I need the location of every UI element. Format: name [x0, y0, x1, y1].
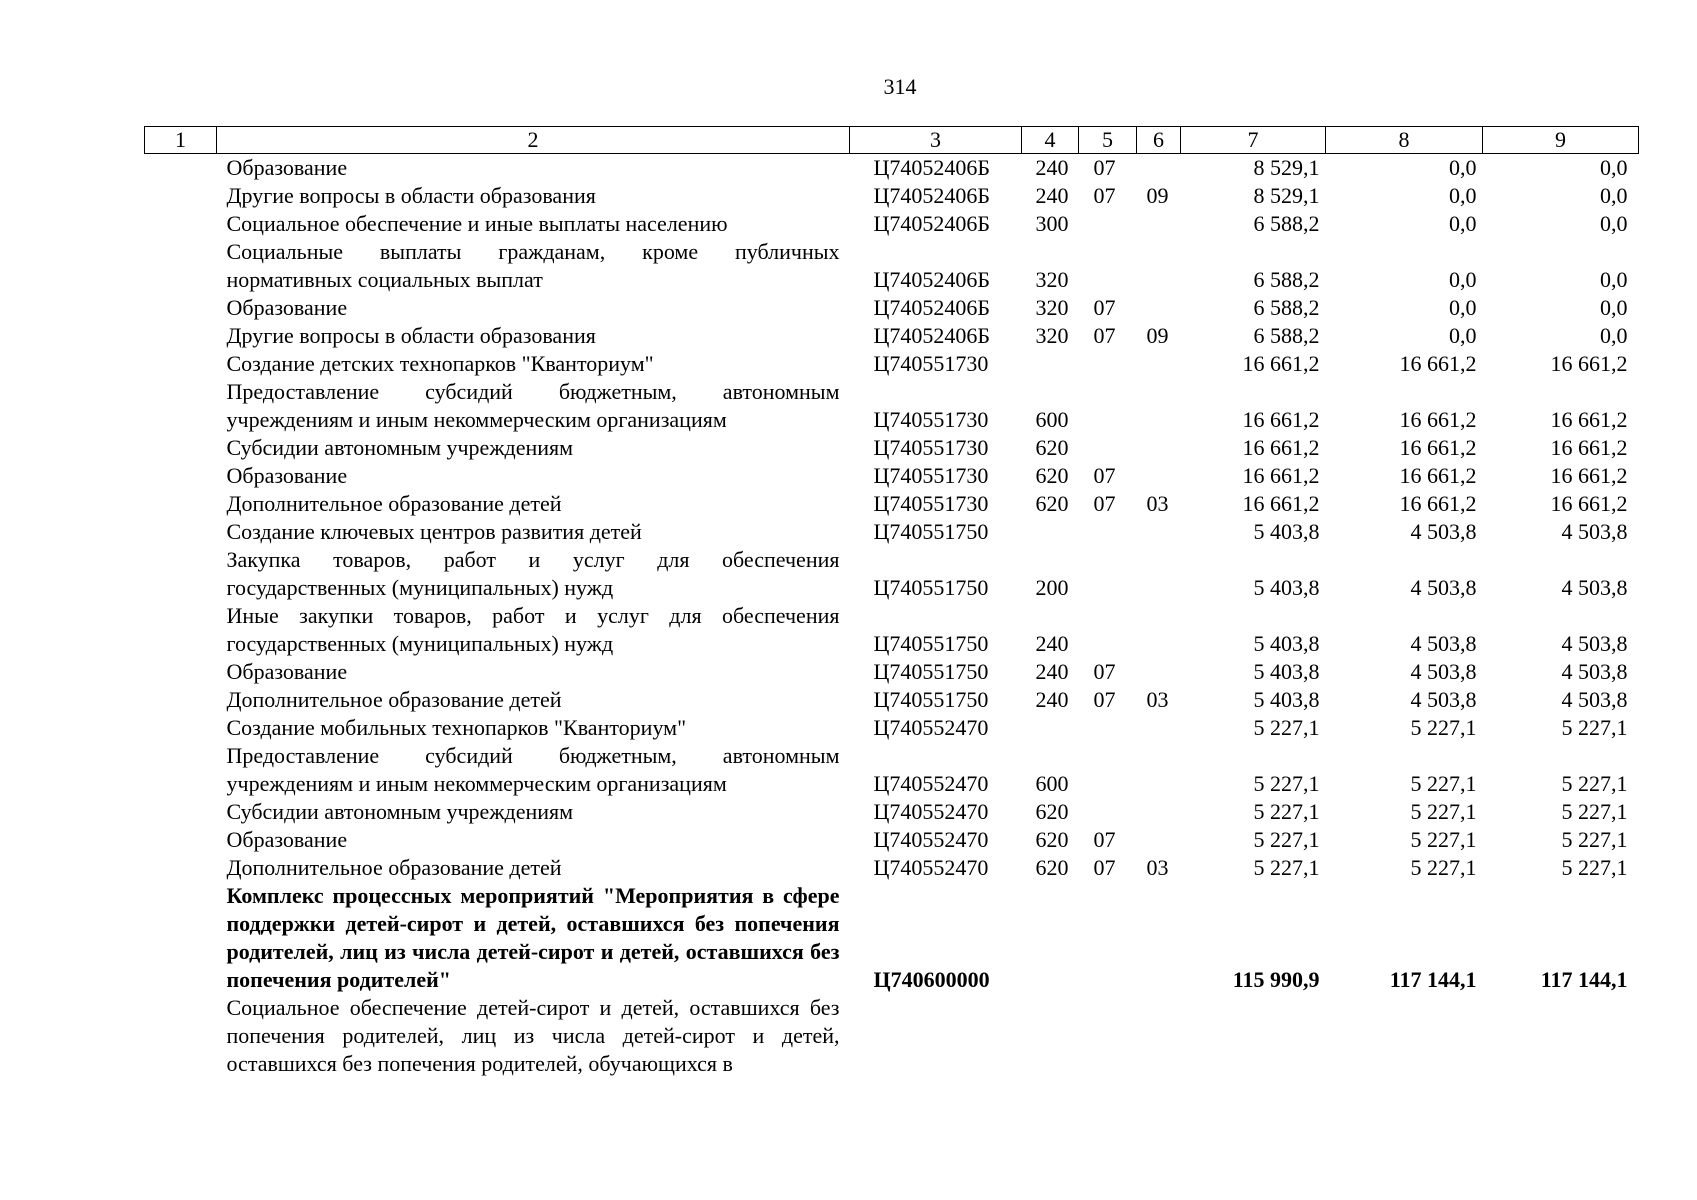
row-col4-cell: 620: [1035, 491, 1069, 516]
row-value8-cell: 16 661,2: [1399, 407, 1477, 432]
row-number-cell: [145, 322, 217, 350]
row-value7-cell: 5 227,1: [1253, 799, 1320, 824]
row-col5-cell: 07: [1093, 659, 1116, 684]
column-header: 9: [1483, 127, 1639, 154]
row-name-cell: Дополнительное образование детей: [226, 855, 562, 880]
row-value7-cell: 16 661,2: [1242, 407, 1320, 432]
row-value8-cell: 0,0: [1449, 267, 1477, 292]
row-value8-cell: [1326, 994, 1483, 1078]
row-number-cell: [145, 378, 217, 434]
table-row: [145, 742, 1639, 798]
table-row: [145, 154, 1639, 183]
table-row: [145, 350, 1639, 378]
row-col6-cell: [1137, 742, 1181, 798]
row-value7-cell: 5 403,8: [1253, 519, 1320, 544]
row-col5-cell: 07: [1093, 827, 1116, 852]
row-col4-cell: 240: [1035, 631, 1069, 656]
row-name-cell: Предоставление субсидий бюджетным, автономным учреждениям и иным некоммерческим организациям: [226, 743, 840, 796]
row-value9-cell: 117 144,1: [1540, 967, 1628, 992]
row-col6-cell: [1137, 154, 1181, 183]
row-value8-cell: 4 503,8: [1410, 659, 1477, 684]
row-value8-cell: 117 144,1: [1389, 967, 1477, 992]
row-value8-cell: 5 227,1: [1410, 855, 1477, 880]
row-value7-cell: 5 227,1: [1253, 715, 1320, 740]
row-col5-cell: 07: [1093, 687, 1116, 712]
row-col5-cell: [1079, 602, 1137, 658]
row-name-cell: Социальное обеспечение и иные выплаты населению: [226, 211, 728, 236]
row-value8-cell: 0,0: [1449, 155, 1477, 180]
table-row: [145, 798, 1639, 826]
row-value7-cell: 5 227,1: [1253, 827, 1320, 852]
row-code-cell: Ц74052406Б: [873, 183, 991, 208]
row-value9-cell: 5 227,1: [1561, 827, 1628, 852]
row-value7-cell: 5 403,8: [1253, 687, 1320, 712]
row-value8-cell: 5 227,1: [1410, 827, 1477, 852]
row-col4-cell: 620: [1035, 827, 1069, 852]
row-col5-cell: 07: [1093, 463, 1116, 488]
row-col4-cell: [1022, 350, 1079, 378]
row-name-cell: Создание мобильных технопарков "Кванториум": [226, 715, 687, 740]
row-code-cell: Ц74052406Б: [873, 155, 991, 180]
row-name-cell: Другие вопросы в области образования: [226, 323, 596, 348]
row-code-cell: Ц740552470: [873, 799, 989, 824]
table-header: [145, 127, 1639, 154]
table-row: [145, 546, 1639, 602]
row-number-cell: [145, 882, 217, 994]
row-col5-cell: [1079, 434, 1137, 462]
row-col4-cell: 620: [1035, 855, 1069, 880]
row-name-cell: Образование: [226, 827, 348, 852]
row-col5-cell: 07: [1093, 155, 1116, 180]
column-header: 2: [217, 127, 850, 154]
row-code-cell: [850, 994, 1022, 1078]
row-number-cell: [145, 434, 217, 462]
row-col6-cell: [1137, 350, 1181, 378]
row-name-cell: Предоставление субсидий бюджетным, автономным учреждениям и иным некоммерческим организациям: [226, 379, 840, 432]
budget-table: [144, 126, 1639, 1078]
row-col5-cell: [1079, 350, 1137, 378]
column-header: 6: [1137, 127, 1181, 154]
row-value7-cell: 5 227,1: [1253, 855, 1320, 880]
row-value8-cell: 4 503,8: [1410, 631, 1477, 656]
table-row: [145, 238, 1639, 294]
row-number-cell: [145, 798, 217, 826]
row-value9-cell: 4 503,8: [1561, 519, 1628, 544]
row-name-cell: Образование: [226, 155, 348, 180]
row-name-cell: Образование: [226, 659, 348, 684]
column-header: 3: [850, 127, 1022, 154]
row-code-cell: Ц74052406Б: [873, 323, 991, 348]
row-col5-cell: [1079, 714, 1137, 742]
row-value9-cell: 0,0: [1600, 295, 1628, 320]
row-value9-cell: 0,0: [1600, 211, 1628, 236]
row-number-cell: [145, 714, 217, 742]
row-col6-cell: [1137, 518, 1181, 546]
column-header: 5: [1079, 127, 1137, 154]
row-name-cell: Дополнительное образование детей: [226, 491, 562, 516]
row-value9-cell: 0,0: [1600, 155, 1628, 180]
row-col5-cell: [1079, 378, 1137, 434]
row-name-cell: Создание детских технопарков "Кванториум": [226, 351, 654, 376]
table-row: [145, 854, 1639, 882]
row-name-cell: Закупка товаров, работ и услуг для обеспечения государственных (муниципальных) нужд: [226, 547, 840, 600]
row-number-cell: [145, 994, 217, 1078]
table-row: [145, 210, 1639, 238]
row-value9-cell: 5 227,1: [1561, 799, 1628, 824]
row-code-cell: Ц740551730: [873, 407, 989, 432]
row-col4-cell: 240: [1035, 659, 1069, 684]
row-value9-cell: 16 661,2: [1550, 491, 1628, 516]
row-col6-cell: [1137, 462, 1181, 490]
row-code-cell: Ц740552470: [873, 827, 989, 852]
row-number-cell: [145, 210, 217, 238]
row-value9-cell: 0,0: [1600, 267, 1628, 292]
row-code-cell: Ц74052406Б: [873, 267, 991, 292]
row-value9-cell: [1483, 994, 1639, 1078]
column-header: 8: [1326, 127, 1483, 154]
row-col5-cell: 07: [1093, 323, 1116, 348]
row-value8-cell: 0,0: [1449, 211, 1477, 236]
table-row: [145, 518, 1639, 546]
table-row: [145, 182, 1639, 210]
row-number-cell: [145, 490, 217, 518]
row-col6-cell: [1137, 434, 1181, 462]
row-value7-cell: 5 403,8: [1253, 631, 1320, 656]
row-value7-cell: 16 661,2: [1242, 435, 1320, 460]
row-number-cell: [145, 686, 217, 714]
row-name-cell: Субсидии автономным учреждениям: [226, 435, 574, 460]
row-value9-cell: 16 661,2: [1550, 351, 1628, 376]
row-name-cell: Комплекс процессных мероприятий "Мероприятия в сфере поддержки детей-сирот и детей, оставшихся без попечения родителей, лиц из числа детей-сирот и детей, оставшихся без попечения родителей": [226, 883, 840, 992]
row-value7-cell: 8 529,1: [1253, 183, 1320, 208]
row-value8-cell: 5 227,1: [1410, 715, 1477, 740]
row-value8-cell: 0,0: [1449, 323, 1477, 348]
row-col6-cell: [1137, 546, 1181, 602]
row-number-cell: [145, 182, 217, 210]
row-col4-cell: [1022, 994, 1079, 1078]
row-col5-cell: [1079, 994, 1137, 1078]
row-col6-cell: [1137, 994, 1181, 1078]
row-value8-cell: 16 661,2: [1399, 351, 1477, 376]
row-name-cell: Создание ключевых центров развития детей: [226, 519, 642, 544]
row-value9-cell: 4 503,8: [1561, 659, 1628, 684]
row-col5-cell: [1079, 546, 1137, 602]
row-col6-cell: [1137, 714, 1181, 742]
row-col5-cell: 07: [1093, 295, 1116, 320]
table-row: [145, 462, 1639, 490]
table-row: [145, 294, 1639, 322]
row-code-cell: Ц74052406Б: [873, 295, 991, 320]
row-name-cell: Образование: [226, 295, 348, 320]
row-code-cell: Ц740551750: [873, 687, 989, 712]
row-value8-cell: 5 227,1: [1410, 771, 1477, 796]
row-value9-cell: 0,0: [1600, 183, 1628, 208]
row-number-cell: [145, 742, 217, 798]
row-col5-cell: [1079, 210, 1137, 238]
row-col6-cell: [1137, 658, 1181, 686]
row-value8-cell: 0,0: [1449, 295, 1477, 320]
row-value7-cell: 8 529,1: [1253, 155, 1320, 180]
row-name-cell: Социальное обеспечение детей-сирот и детей, оставшихся без попечения родителей, лиц из числа детей-сирот и детей, оставшихся без попечения родителей, обучающихся в: [226, 995, 840, 1076]
row-value9-cell: 4 503,8: [1561, 687, 1628, 712]
table-row: [145, 322, 1639, 350]
row-value8-cell: 5 227,1: [1410, 799, 1477, 824]
row-col5-cell: 07: [1093, 183, 1116, 208]
row-col4-cell: 300: [1035, 211, 1069, 236]
row-col5-cell: [1079, 742, 1137, 798]
row-value7-cell: 6 588,2: [1253, 267, 1320, 292]
row-col4-cell: 240: [1035, 183, 1069, 208]
column-header: 4: [1022, 127, 1079, 154]
row-col4-cell: 320: [1035, 295, 1069, 320]
row-value9-cell: 5 227,1: [1561, 771, 1628, 796]
column-header: 7: [1181, 127, 1326, 154]
row-value8-cell: 4 503,8: [1410, 519, 1477, 544]
row-value9-cell: 16 661,2: [1550, 435, 1628, 460]
row-name-cell: Образование: [226, 463, 348, 488]
table-row: [145, 490, 1639, 518]
row-code-cell: Ц740551730: [873, 351, 989, 376]
column-header: 1: [145, 127, 217, 154]
row-col4-cell: [1022, 882, 1079, 994]
row-number-cell: [145, 658, 217, 686]
row-col4-cell: 320: [1035, 267, 1069, 292]
table-row: [145, 686, 1639, 714]
row-value8-cell: 4 503,8: [1410, 687, 1477, 712]
row-value8-cell: 4 503,8: [1410, 575, 1477, 600]
row-number-cell: [145, 826, 217, 854]
row-number-cell: [145, 294, 217, 322]
row-col5-cell: 07: [1093, 855, 1116, 880]
table-row: [145, 994, 1639, 1078]
row-value7-cell: 16 661,2: [1242, 491, 1320, 516]
row-code-cell: Ц74052406Б: [873, 211, 991, 236]
row-col6-cell: 03: [1146, 687, 1169, 712]
row-col5-cell: [1079, 882, 1137, 994]
row-number-cell: [145, 518, 217, 546]
row-value8-cell: 0,0: [1449, 183, 1477, 208]
table-row: [145, 434, 1639, 462]
row-value7-cell: 16 661,2: [1242, 351, 1320, 376]
row-value9-cell: 16 661,2: [1550, 463, 1628, 488]
row-col4-cell: 620: [1035, 799, 1069, 824]
row-col6-cell: [1137, 602, 1181, 658]
row-value7-cell: 5 403,8: [1253, 659, 1320, 684]
row-value9-cell: 4 503,8: [1561, 631, 1628, 656]
row-code-cell: Ц740552470: [873, 855, 989, 880]
row-col5-cell: 07: [1093, 491, 1116, 516]
row-col5-cell: [1079, 518, 1137, 546]
row-value7-cell: 16 661,2: [1242, 463, 1320, 488]
row-code-cell: Ц740551750: [873, 519, 989, 544]
row-number-cell: [145, 350, 217, 378]
row-value9-cell: 0,0: [1600, 323, 1628, 348]
row-name-cell: Субсидии автономным учреждениям: [226, 799, 574, 824]
table-row: [145, 658, 1639, 686]
table-row: [145, 882, 1639, 994]
page-number: 314: [883, 74, 917, 99]
row-value7-cell: 6 588,2: [1253, 323, 1320, 348]
table-body: [145, 154, 1639, 1079]
row-value8-cell: 16 661,2: [1399, 491, 1477, 516]
row-number-cell: [145, 154, 217, 183]
table-row: [145, 826, 1639, 854]
row-col6-cell: 03: [1146, 491, 1169, 516]
row-col6-cell: [1137, 882, 1181, 994]
row-code-cell: Ц740551730: [873, 491, 989, 516]
row-col5-cell: [1079, 798, 1137, 826]
row-col6-cell: [1137, 238, 1181, 294]
row-code-cell: Ц740552470: [873, 715, 989, 740]
row-value7-cell: 6 588,2: [1253, 211, 1320, 236]
row-name-cell: Иные закупки товаров, работ и услуг для обеспечения государственных (муниципальных) нужд: [226, 603, 840, 656]
row-code-cell: Ц740551750: [873, 575, 989, 600]
row-value9-cell: 4 503,8: [1561, 575, 1628, 600]
row-col4-cell: 600: [1035, 771, 1069, 796]
row-number-cell: [145, 238, 217, 294]
row-value7-cell: 6 588,2: [1253, 295, 1320, 320]
row-col4-cell: 200: [1035, 575, 1069, 600]
row-col6-cell: [1137, 378, 1181, 434]
row-col6-cell: [1137, 294, 1181, 322]
row-col4-cell: 620: [1035, 463, 1069, 488]
row-value7-cell: [1181, 994, 1326, 1078]
row-col6-cell: 09: [1146, 323, 1169, 348]
row-value9-cell: 5 227,1: [1561, 855, 1628, 880]
row-code-cell: Ц740551750: [873, 631, 989, 656]
row-value9-cell: 16 661,2: [1550, 407, 1628, 432]
row-col6-cell: [1137, 826, 1181, 854]
row-code-cell: Ц740551750: [873, 659, 989, 684]
row-name-cell: Другие вопросы в области образования: [226, 183, 596, 208]
row-number-cell: [145, 602, 217, 658]
row-col4-cell: [1022, 714, 1079, 742]
row-col4-cell: [1022, 518, 1079, 546]
row-number-cell: [145, 854, 217, 882]
row-col6-cell: [1137, 210, 1181, 238]
table-row: [145, 602, 1639, 658]
row-col4-cell: 620: [1035, 435, 1069, 460]
table-row: [145, 714, 1639, 742]
row-col6-cell: 09: [1146, 183, 1169, 208]
row-number-cell: [145, 546, 217, 602]
row-col6-cell: 03: [1146, 855, 1169, 880]
row-code-cell: Ц740552470: [873, 771, 989, 796]
row-col4-cell: 600: [1035, 407, 1069, 432]
row-name-cell: Дополнительное образование детей: [226, 687, 562, 712]
row-value9-cell: 5 227,1: [1561, 715, 1628, 740]
row-code-cell: Ц740551730: [873, 463, 989, 488]
row-value7-cell: 5 403,8: [1253, 575, 1320, 600]
row-value7-cell: 5 227,1: [1253, 771, 1320, 796]
row-col6-cell: [1137, 798, 1181, 826]
row-col5-cell: [1079, 238, 1137, 294]
row-code-cell: Ц740551730: [873, 435, 989, 460]
row-col4-cell: 240: [1035, 687, 1069, 712]
row-col4-cell: 320: [1035, 323, 1069, 348]
row-value7-cell: 115 990,9: [1232, 967, 1320, 992]
row-number-cell: [145, 462, 217, 490]
row-col4-cell: 240: [1035, 155, 1069, 180]
row-value8-cell: 16 661,2: [1399, 463, 1477, 488]
table-row: [145, 378, 1639, 434]
row-name-cell: Социальные выплаты гражданам, кроме публичных нормативных социальных выплат: [226, 239, 840, 292]
row-value8-cell: 16 661,2: [1399, 435, 1477, 460]
row-code-cell: Ц740600000: [873, 967, 990, 992]
